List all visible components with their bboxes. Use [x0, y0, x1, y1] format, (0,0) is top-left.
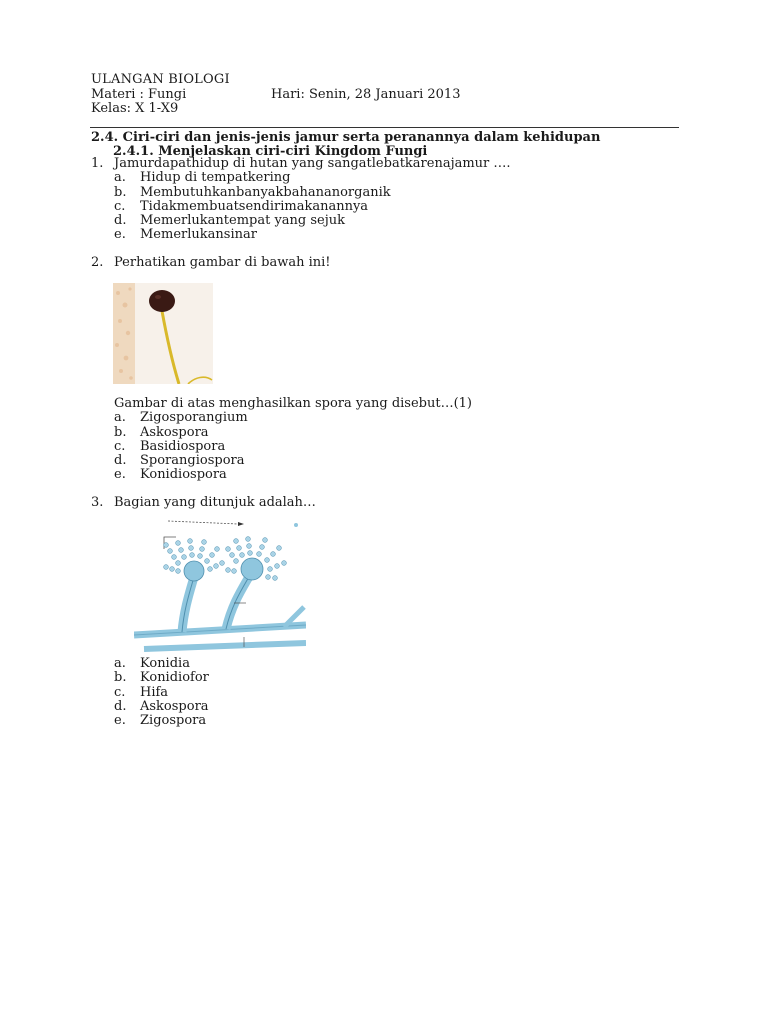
option-letter: e. — [114, 227, 126, 243]
section-heading: 2.4. Ciri-ciri dan jenis-jenis jamur serta peranannya dalam kehidupan — [91, 130, 601, 145]
option-letter: a. — [114, 410, 126, 426]
option-a — [91, 657, 691, 671]
section-subheading: 2.4.1. Menjelaskan ciri-ciri Kingdom Fungi — [113, 144, 428, 159]
option-letter: c. — [114, 438, 126, 454]
conidia-chains — [164, 537, 287, 581]
option-letter: b. — [114, 424, 127, 440]
pointer-arrow — [168, 521, 238, 524]
option-d — [91, 700, 691, 714]
option-c — [91, 440, 691, 454]
option-text: Zigospora — [140, 713, 207, 729]
class-label: Kelas: X 1-X9 — [91, 101, 179, 116]
option-letter: a. — [114, 656, 126, 671]
option-b — [91, 186, 691, 200]
option-e — [91, 228, 691, 242]
sporangium-figure — [113, 283, 213, 384]
date-label: Hari: Senin, 28 Januari 2013 — [271, 86, 461, 102]
option-text: Membutuhkanbanyakbahananorganik — [140, 184, 391, 200]
option-letter: e. — [114, 467, 126, 483]
question-2 — [91, 256, 691, 270]
conidiophore-stalk — [226, 575, 250, 629]
option-letter: d. — [114, 698, 127, 714]
option-letter: d. — [114, 453, 127, 469]
option-text: Askospora — [140, 698, 209, 714]
question-number: 1. — [91, 156, 104, 171]
question-1 — [91, 157, 691, 243]
option-text: Tidakmembuatsendirimakanannya — [140, 198, 369, 214]
option-a — [91, 411, 691, 425]
option-e — [91, 468, 691, 482]
option-c — [91, 200, 691, 214]
question-text: Jamurdapathidup di hutan yang sangatlebatkarenajamur …. — [114, 156, 511, 171]
section-heading-block — [91, 131, 691, 159]
header-divider — [90, 127, 679, 128]
option-text: Hidup di tempatkering — [140, 170, 291, 186]
exam-header — [91, 73, 691, 117]
option-a — [91, 171, 691, 185]
option-text: Memerlukansinar — [140, 227, 257, 243]
question-number: 3. — [91, 495, 104, 510]
vesicle-shape — [184, 561, 204, 581]
exam-title: ULANGAN BIOLOGI — [91, 72, 230, 87]
option-text: Hifa — [140, 684, 169, 700]
question-text: Perhatikan gambar di bawah ini! — [114, 255, 331, 270]
option-text: Basidiospora — [140, 438, 226, 454]
option-text: Memerlukantempat yang sejuk — [140, 213, 346, 229]
question-followup: Gambar di atas menghasilkan spora yang disebut…(1) — [114, 396, 472, 411]
option-e — [91, 714, 691, 728]
sporangium-shape — [149, 290, 175, 312]
hypha-shape — [144, 643, 306, 649]
option-text: Askospora — [140, 424, 209, 440]
option-text: Konidia — [140, 656, 190, 671]
option-letter: e. — [114, 713, 126, 729]
option-letter: c. — [114, 198, 126, 214]
option-text: Konidiospora — [140, 467, 227, 483]
conidiophore-figure — [134, 519, 306, 655]
option-letter: b. — [114, 184, 127, 200]
option-d — [91, 214, 691, 228]
option-text: Zigosporangium — [140, 410, 248, 426]
question-2-options — [91, 397, 691, 483]
option-letter: a. — [114, 170, 126, 186]
question-3-options — [91, 657, 691, 728]
vesicle-shape — [241, 558, 263, 580]
conidiophore-stalk — [182, 577, 194, 632]
option-d — [91, 454, 691, 468]
option-b — [91, 426, 691, 440]
question-number: 2. — [91, 255, 104, 270]
option-c — [91, 686, 691, 700]
option-text: Konidiofor — [140, 670, 209, 686]
question-text: Bagian yang ditunjuk adalah… — [114, 495, 316, 510]
option-text: Sporangiospora — [140, 453, 245, 469]
option-letter: c. — [114, 684, 126, 700]
option-letter: b. — [114, 670, 127, 686]
subject-label: Materi : Fungi — [91, 86, 187, 102]
question-3 — [91, 496, 691, 510]
option-b — [91, 671, 691, 685]
option-letter: d. — [114, 213, 127, 229]
